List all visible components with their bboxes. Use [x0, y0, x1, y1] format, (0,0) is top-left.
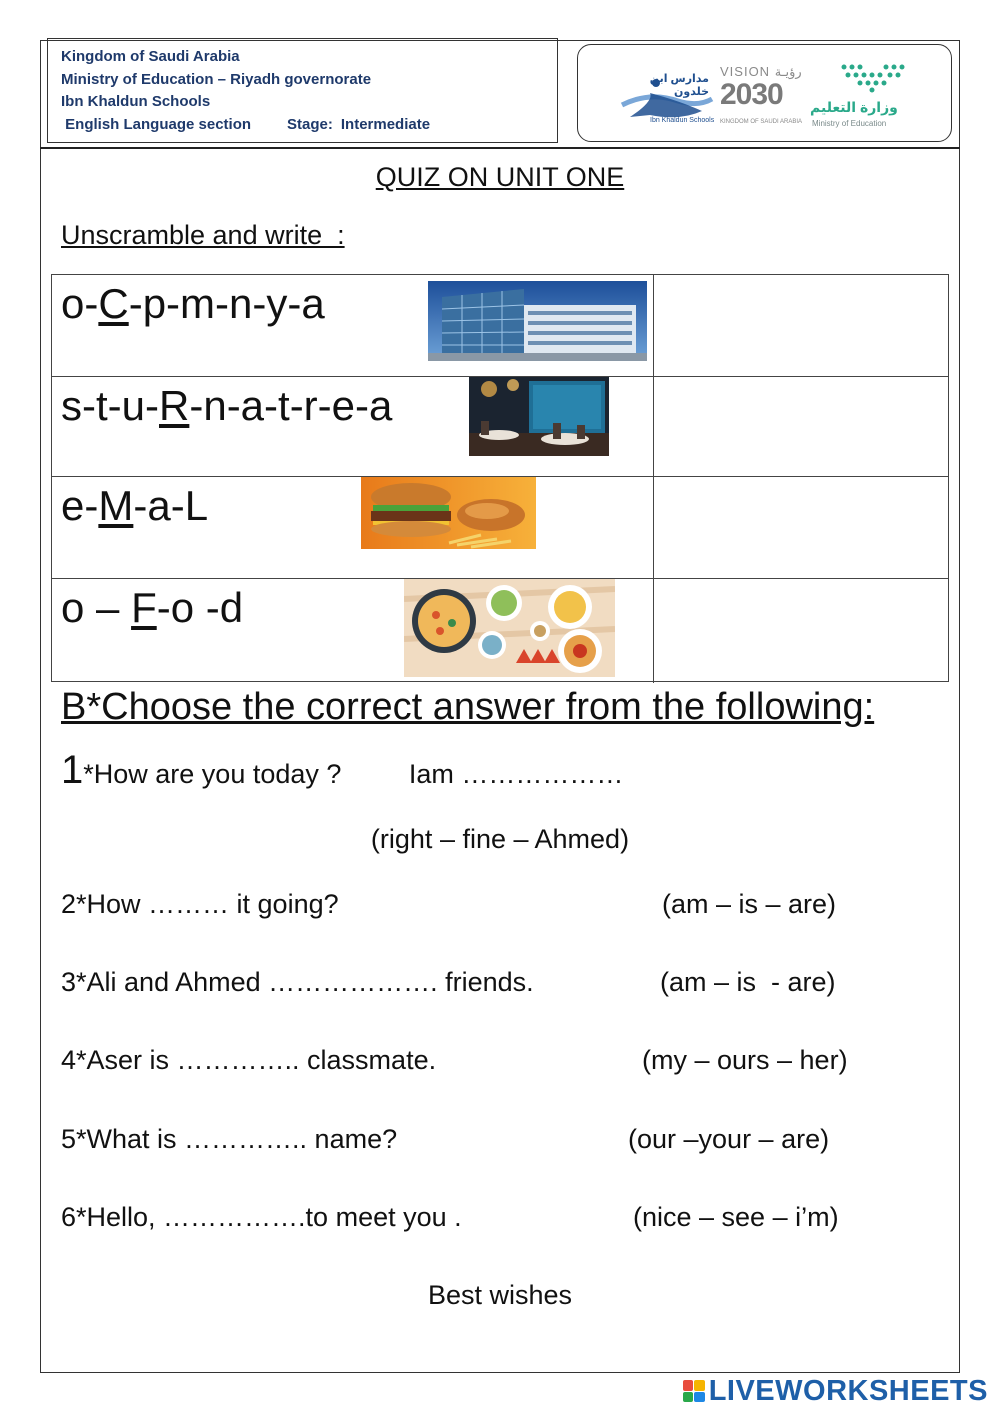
word-key-letter: R — [159, 382, 190, 429]
table-row — [52, 579, 948, 683]
scrambled-word-cell — [52, 275, 654, 376]
info-line-school: Ibn Khaldun Schools — [61, 93, 211, 110]
answer-cell[interactable] — [654, 579, 948, 683]
liveworksheets-brand: LIVEWORKSHEETS — [708, 1374, 988, 1407]
question-1-number: 1 — [61, 748, 84, 792]
question-2-text: 2*How ……… it going? — [61, 889, 339, 919]
unscramble-instructions: Unscramble and write : — [61, 220, 345, 250]
answer-cell[interactable] — [654, 477, 948, 578]
ibn-khaldun-english: Ibn Khaldun Schools — [650, 117, 715, 124]
word-key-letter: C — [98, 280, 129, 327]
scrambled-word-cell — [52, 477, 654, 578]
closing-text: Best wishes — [427, 1280, 573, 1310]
table-row — [52, 377, 948, 477]
word-part: -a-L — [133, 482, 209, 529]
section-b-title: B*Choose the correct answer from the following: — [61, 686, 875, 728]
word-part: o – — [61, 584, 132, 631]
answer-cell[interactable] — [654, 377, 948, 476]
header-divider — [40, 147, 960, 149]
question-1-text: *How are you today ? Iam ……………… — [83, 759, 624, 789]
answer-cell[interactable] — [654, 275, 948, 376]
scrambled-word — [61, 280, 325, 328]
word-part: -o -d — [156, 584, 244, 631]
question-3-options: (am – is - are) — [660, 967, 836, 997]
office-building-image — [428, 281, 647, 361]
lw-square — [683, 1380, 694, 1391]
question-1-options: (right – fine – Ahmed) — [370, 824, 630, 854]
question-5-options: (our –your – are) — [628, 1124, 830, 1154]
word-part: -n-a-t-r-e-a — [189, 382, 393, 429]
unscramble-table — [51, 274, 949, 682]
school-info-box — [47, 38, 558, 143]
lw-square — [694, 1380, 705, 1391]
scrambled-word-cell — [52, 579, 654, 683]
ministry-of-education-logo — [810, 59, 940, 134]
ibn-khaldun-arabic: مدارس ابن خلدون — [649, 73, 709, 98]
burger-meal-image — [361, 477, 536, 549]
lw-square — [694, 1392, 705, 1403]
question-4-text: 4*Aser is ………….. classmate. — [61, 1045, 437, 1075]
question-1 — [61, 748, 623, 793]
scrambled-word — [61, 482, 208, 530]
stage-label: Stage: — [287, 115, 333, 133]
scrambled-word — [61, 584, 243, 632]
moe-arabic: وزارة التعليم — [810, 99, 898, 115]
restaurant-interior-image — [469, 377, 609, 456]
scrambled-word-cell — [52, 377, 654, 476]
liveworksheets-watermark — [683, 1374, 988, 1408]
scrambled-word — [61, 382, 392, 430]
quiz-title: QUIZ ON UNIT ONE — [375, 162, 625, 192]
word-part: e- — [61, 482, 99, 529]
stage-value: Intermediate — [340, 115, 431, 133]
question-6-options: (nice – see – i’m) — [633, 1202, 839, 1232]
question-6-text: 6*Hello, …………….to meet you . — [61, 1202, 462, 1232]
liveworksheets-icon — [683, 1380, 705, 1402]
table-row — [52, 477, 948, 579]
vision-kingdom: KINGDOM OF SAUDI ARABIA — [720, 119, 803, 125]
info-line-ministry: Ministry of Education – Riyadh governorate — [61, 70, 372, 88]
question-3-text: 3*Ali and Ahmed ………………. friends. — [61, 967, 534, 997]
word-part: o- — [61, 280, 99, 327]
word-key-letter: F — [131, 584, 157, 631]
info-line-section — [61, 114, 557, 137]
vision-year: 2030 — [720, 78, 783, 111]
word-part: s-t-u- — [61, 382, 159, 429]
vision-label: VISION رؤيـة — [720, 64, 802, 79]
section-name: English Language section — [65, 115, 252, 133]
question-4-options: (my – ours – her) — [642, 1045, 848, 1075]
word-part: -p-m-n-y-a — [128, 280, 325, 327]
food-dishes-image — [404, 579, 615, 677]
info-line-kingdom: Kingdom of Saudi Arabia — [61, 48, 240, 65]
question-5-text: 5*What is ………….. name? — [61, 1124, 398, 1154]
moe-dots-icon — [838, 61, 908, 95]
table-row — [52, 275, 948, 377]
ibn-khaldun-logo — [620, 71, 715, 131]
question-2-options: (am – is – are) — [662, 889, 837, 919]
logos-box — [577, 44, 952, 142]
vision-2030-logo — [718, 61, 808, 131]
lw-square — [683, 1392, 694, 1403]
moe-english: Ministry of Education — [812, 119, 887, 128]
word-key-letter: M — [98, 482, 134, 529]
